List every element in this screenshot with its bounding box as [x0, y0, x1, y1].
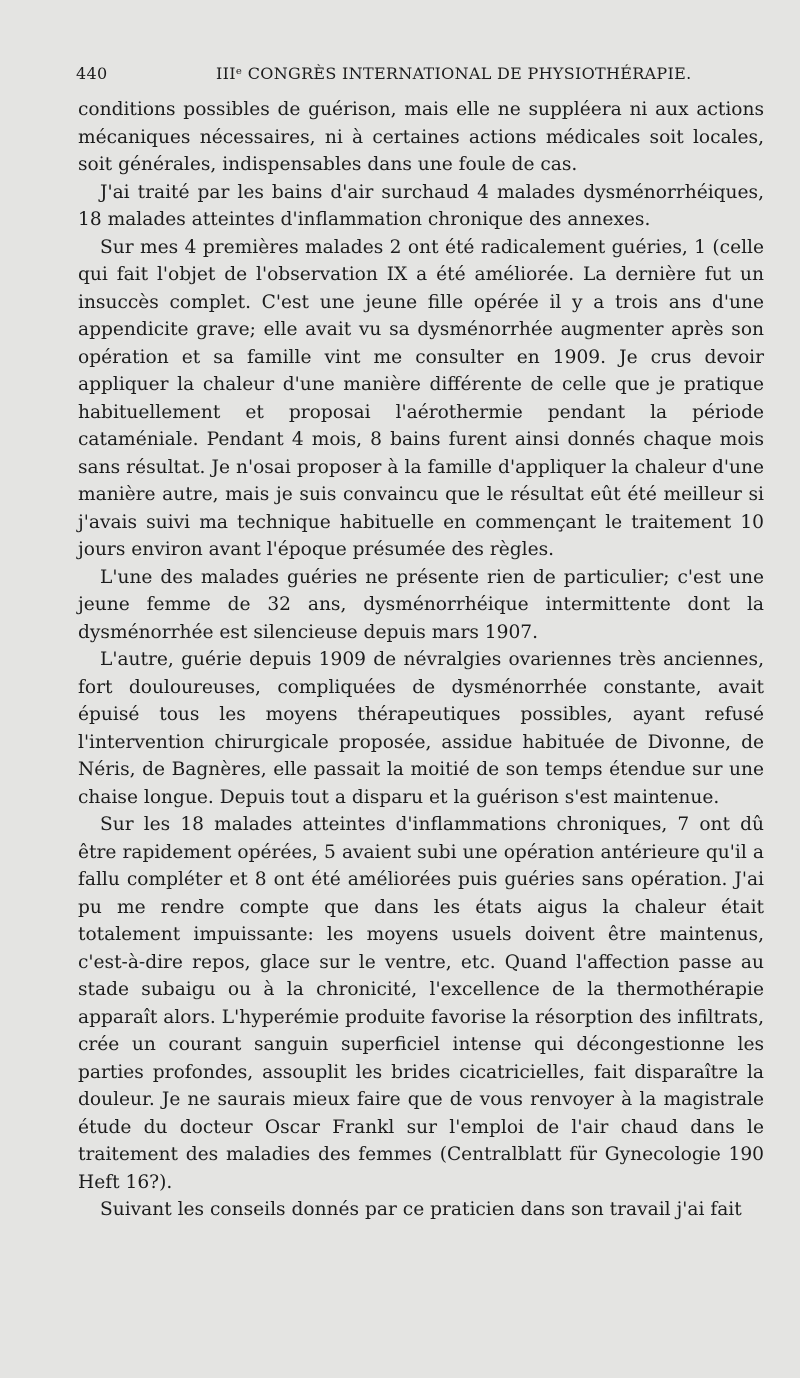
page-header — [76, 64, 766, 88]
paragraph: Sur les 18 malades atteintes d'inflammations chroniques, 7 ont dû être rapidement opérées, 5 avaient subi une opération antérieure qu'il a fallu compléter et 8 ont été améliorées puis guéries sans opération. J'ai pu me rendre compte que dans les états aigus la chaleur était totalement impuissante: les moyens usuels doivent être maintenus, c'est-à-dire repos, glace sur le ventre, etc. Quand l'affection passe au stade subaigu ou à la chronicité, l'excellence de la thermothérapie apparaît alors. L'hyperémie produite favorise la résorption des infiltrats, crée un courant sanguin superficiel intense qui décongestionne les parties profondes, assouplit les brides cicatricielles, fait disparaître la douleur. Je ne saurais mieux faire que de vous renvoyer à la magistrale étude du docteur Oscar Frankl sur l'emploi de l'air chaud dans le traitement des maladies des femmes (Centralblatt für Gynecologie 190 Heft 16?). — [78, 814, 764, 1193]
page-number: 440 — [76, 64, 108, 83]
paragraph: conditions possibles de guérison, mais elle ne suppléera ni aux actions mécaniques nécessaires, ni à certaines actions médicales soit locales, soit générales, indispensables dans une foule de cas. — [78, 99, 764, 175]
paragraph: L'une des malades guéries ne présente rien de particulier; c'est une jeune femme de 32 ans, dysménorrhéique intermittente dont la dysménorrhée est silencieuse depuis mars 1907. — [78, 566, 764, 643]
paragraph: Sur mes 4 premières malades 2 ont été radicalement guéries, 1 (celle qui fait l'objet de l'observation IX a été améliorée. La dernière fut un insuccès complet. C'est une jeune fille opérée il y a trois ans d'une appendicite grave; elle avait vu sa dysménorrhée augmenter après son opération et sa famille vint me consulter en 1909. Je crus devoir appliquer la chaleur d'une manière différente de celle que je pratique habituellement et proposai l'aérothermie pendant la période cataméniale. Pendant 4 mois, 8 bains furent ainsi donnés chaque mois sans résultat. Je n'osai proposer à la famille d'appliquer la chaleur d'une manière autre, mais je suis convaincu que le résultat eût été meilleur si j'avais suivi ma technique habituelle en commençant le traitement 10 jours environ avant l'époque présumée des règles. — [78, 236, 764, 560]
running-title: IIIᵉ CONGRÈS INTERNATIONAL DE PHYSIOTHÉRAPIE. — [216, 64, 692, 83]
paragraph: J'ai traité par les bains d'air surchaud 4 malades dysménorrhéiques, 18 malades atteintes d'inflammation chronique des annexes. — [78, 181, 764, 230]
paragraph: L'autre, guérie depuis 1909 de névralgies ovariennes très anciennes, fort douloureuses, compliquées de dysménorrhée constante, avait épuisé tous les moyens thérapeutiques possibles, ayant refusé l'intervention chirurgicale proposée, assidue habituée de Divonne, de Néris, de Bagnères, elle passait la moitié de son temps étendue sur une chaise longue. Depuis tout a disparu et la guérison s'est maintenue. — [78, 649, 764, 808]
body-text — [78, 96, 764, 1224]
paragraph: Suivant les conseils donnés par ce praticien dans son travail j'ai fait — [100, 1199, 742, 1220]
